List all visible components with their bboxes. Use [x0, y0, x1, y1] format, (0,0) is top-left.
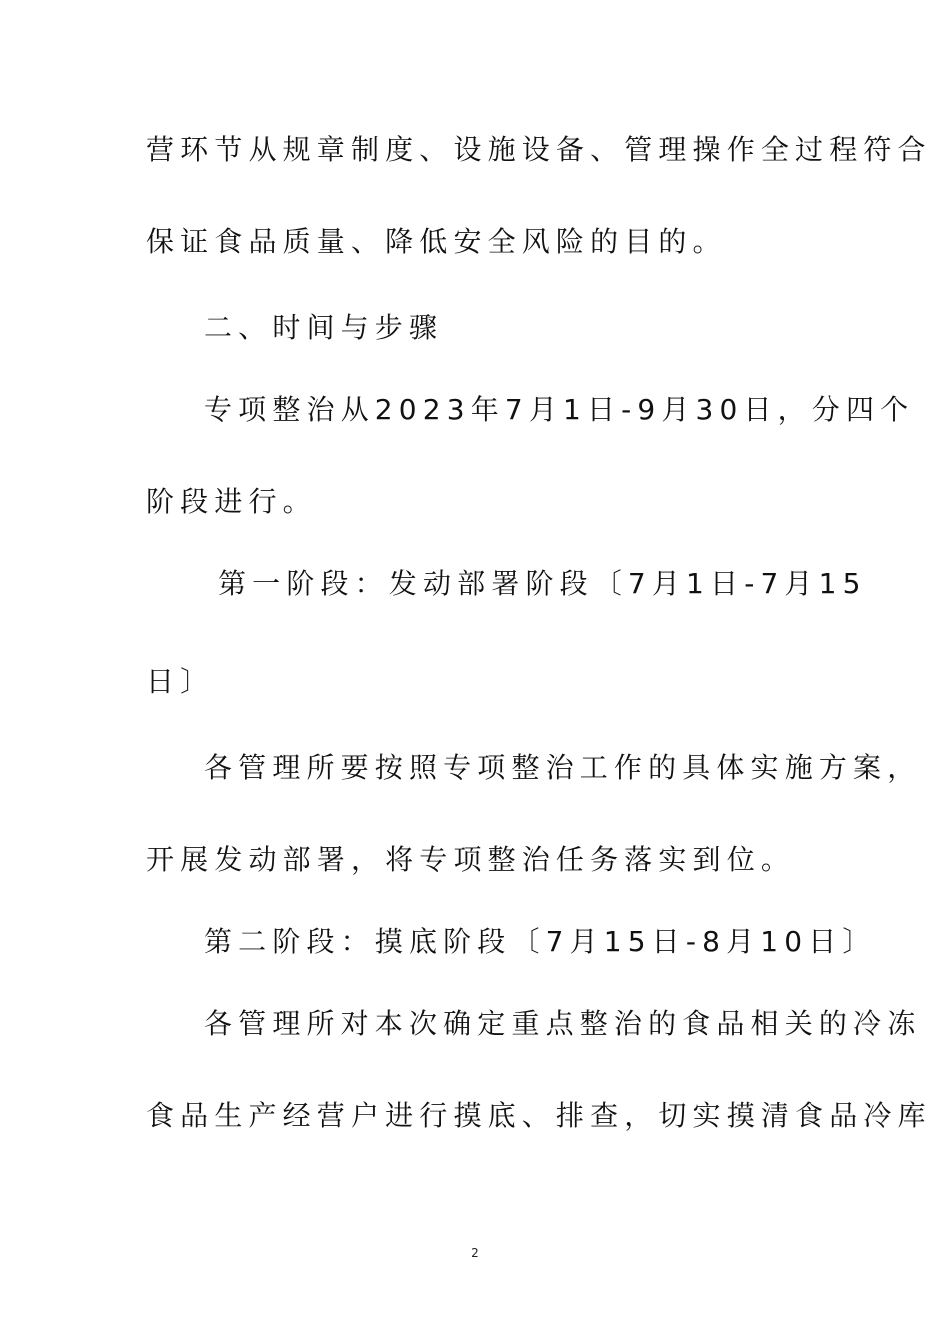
paragraph-line-5: 各管理所要按照专项整治工作的具体实施方案，	[204, 751, 922, 784]
paragraph-line-1: 营环节从规章制度、设施设备、管理操作全过程符合	[146, 133, 932, 166]
stage-one-heading-cont: 日〕	[146, 665, 215, 698]
paragraph-line-3: 专项整治从2023年7月1日-9月30日，分四个	[204, 393, 915, 426]
paragraph-line-2: 保证食品质量、降低安全风险的目的。	[146, 225, 727, 258]
paragraph-line-4: 阶段进行。	[146, 485, 317, 518]
paragraph-line-8: 食品生产经营户进行摸底、排查，切实摸清食品冷库	[146, 1099, 932, 1132]
stage-one-heading: 第一阶段：发动部署阶段〔7月1日-7月15	[218, 567, 867, 600]
paragraph-line-6: 开展发动部署，将专项整治任务落实到位。	[146, 843, 796, 876]
page-number: 2	[471, 1246, 479, 1260]
section-heading: 二、时间与步骤	[204, 311, 444, 344]
paragraph-line-7: 各管理所对本次确定重点整治的食品相关的冷冻	[204, 1007, 922, 1040]
stage-two-heading: 第二阶段：摸底阶段〔7月15日-8月10日〕	[204, 925, 877, 958]
